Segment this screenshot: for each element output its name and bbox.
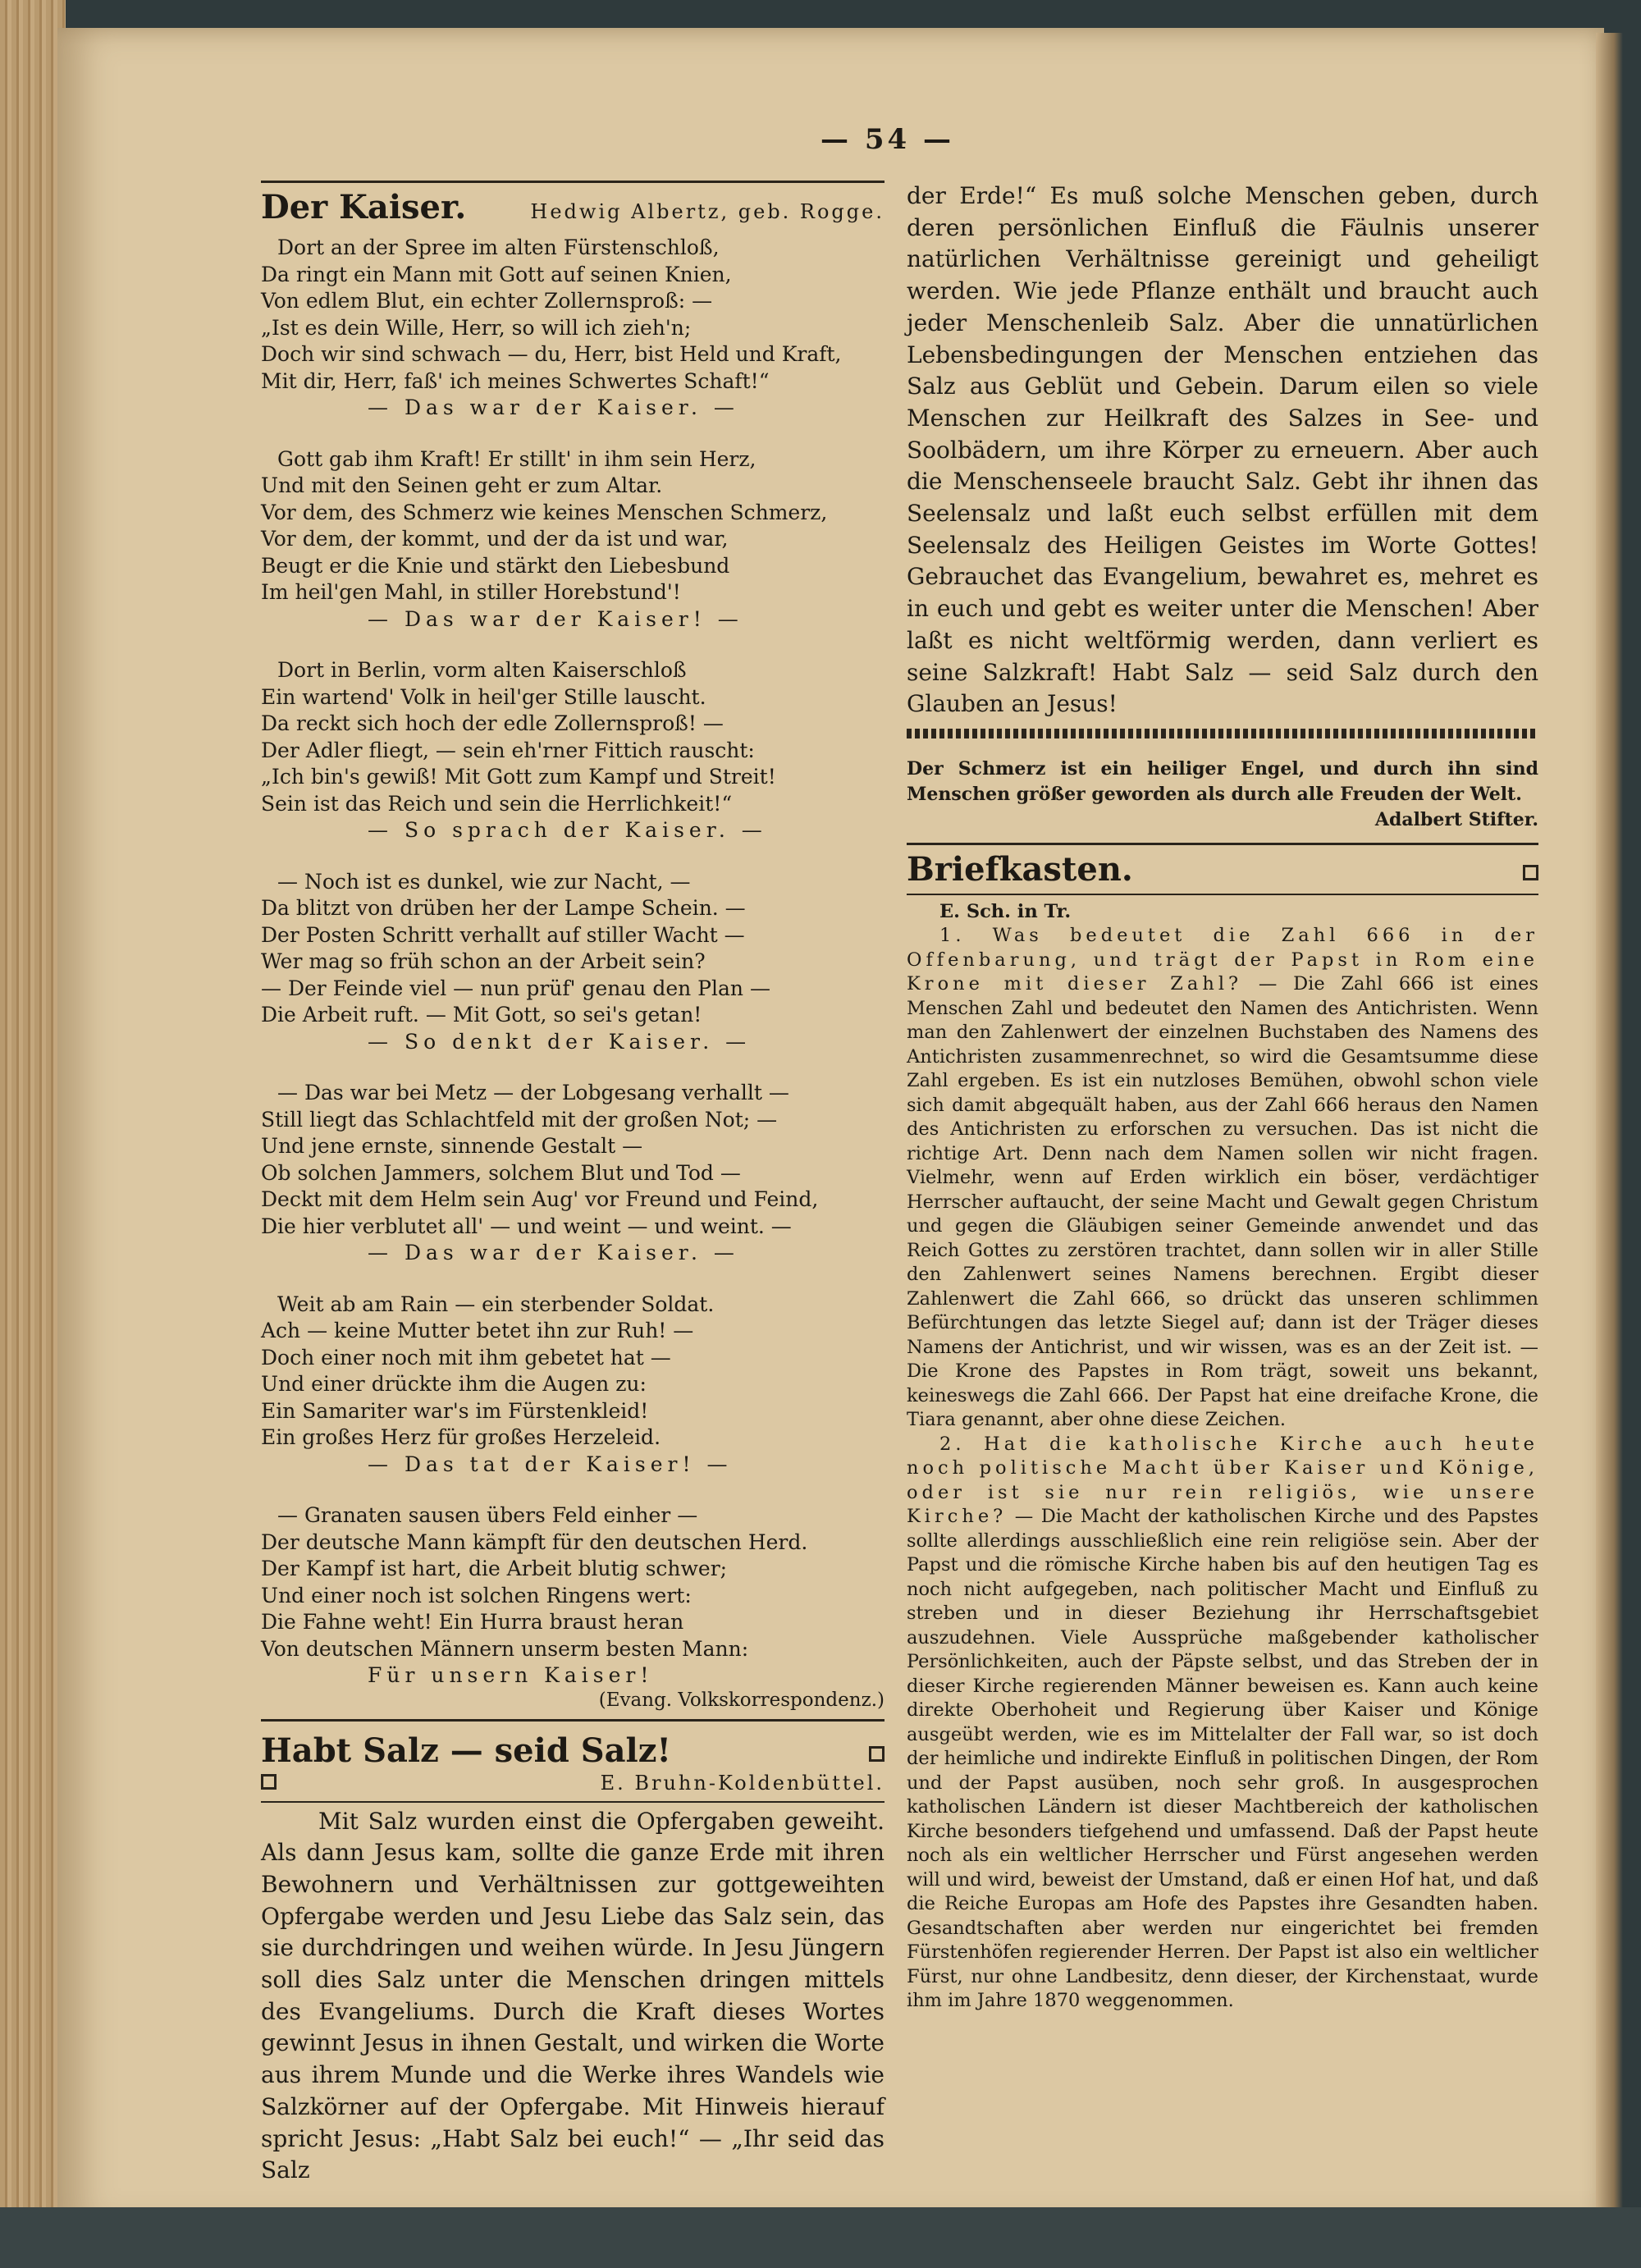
poem-line: Beugt er die Knie und stärkt den Liebesbund (261, 553, 730, 578)
poem-line: Wer mag so früh schon an der Arbeit sein? (261, 949, 706, 973)
poem-line: Ein Samariter war's im Fürstenkleid! (261, 1398, 649, 1423)
kaiser-author: Hedwig Albertz, geb. Rogge. (530, 200, 884, 223)
question-2: 2. Hat die katholische Kirche auch heute noch politische Macht über Kaiser und Könige, oder ist sie nur rein religiös, wie unsere Kirche? (907, 1433, 1538, 1528)
square-ornament-icon (261, 1774, 277, 1790)
kaiser-poem (261, 235, 884, 1690)
kaiser-source: (Evang. Volkskorrespondenz.) (598, 1689, 884, 1711)
quote-text: Der Schmerz ist ein heiliger Engel, und durch ihn sind Menschen größer geworden als durch alle Freuden der Welt. (907, 757, 1538, 805)
poem-stanza (261, 446, 884, 633)
poem-line: Der deutsche Mann kämpft für den deutschen Herd. (261, 1530, 808, 1554)
poem-line: Weit ab am Rain — ein sterbender Soldat. (277, 1292, 715, 1316)
page-number: — 54 — (820, 123, 954, 156)
salz-paragraph: Mit Salz wurden einst die Opfergaben geweiht. Als dann Jesus kam, sollte die ganze Erde mit ihren Bewohnern und Verhältnissen zur gottgeweihten Opfergabe werden und Jesu Liebe das Salz sein, das sie durchdringen und weihen würde. In Jesu Jüngern soll dies Salz unter die Menschen dringen mittels des Evangeliums. Durch die Kraft dieses Wortes gewinnt Jesus in ihnen Gestalt, und wirken die Worte aus ihrem Munde und die Werke ihres Wandels wie Salzkörner auf der Opfergabe. Mit Hinweis hierauf spricht Jesus: „Habt Salz bei euch!“ — „Ihr seid das Salz (261, 1807, 884, 2184)
poem-line: „Ist es dein Wille, Herr, so will ich zieh'n; (261, 315, 692, 340)
quote-author: Adalbert Stifter. (1374, 808, 1538, 830)
briefkasten-answer-1 (907, 924, 1538, 1433)
divider (907, 894, 1538, 895)
poem-line: Der Adler fliegt, — sein eh'rner Fittich rauscht: (261, 738, 755, 762)
salz-author-row (261, 1770, 884, 1795)
left-column (261, 181, 884, 2187)
poem-line: Doch einer noch mit ihm gebetet hat — (261, 1345, 671, 1369)
poem-line: — Der Feinde viel — nun prüf' genau den Plan — (261, 976, 770, 1000)
square-ornament-icon (869, 1746, 884, 1762)
poem-stanza (261, 657, 884, 844)
poem-refrain: — Das war der Kaiser. — (368, 1241, 739, 1264)
poem-line: Dort an der Spree im alten Fürstenschloß, (277, 235, 720, 259)
poem-line: Mit dir, Herr, faß' ich meines Schwertes Schaft!“ (261, 368, 770, 393)
poem-line: Ein wartend' Volk in heil'ger Stille lauscht. (261, 684, 706, 709)
briefkasten-answer-2 (907, 1433, 1538, 2014)
poem-line: Ob solchen Jammers, solchem Blut und Tod — (261, 1160, 741, 1185)
divider (261, 1801, 884, 1803)
poem-line: Von edlem Blut, ein echter Zollernsproß: — (261, 289, 713, 313)
poem-line: Von deutschen Männern unserm besten Mann: (261, 1636, 749, 1661)
book-cover-bottom (0, 2207, 1641, 2268)
poem-line: Vor dem, des Schmerz wie keines Menschen Schmerz, (261, 500, 828, 524)
kaiser-title: Der Kaiser. (261, 188, 467, 226)
poem-line: — Das war bei Metz — der Lobgesang verhallt — (277, 1081, 789, 1104)
poem-line: Die hier verblutet all' — und weint — und weint. — (261, 1214, 792, 1238)
poem-line: Deckt mit dem Helm sein Aug' vor Freund und Feind, (261, 1187, 819, 1211)
salz-title: Habt Salz — seid Salz! (261, 1731, 671, 1770)
briefkasten-addressee: E. Sch. in Tr. (939, 900, 1072, 922)
poem-line: Gott gab ihm Kraft! Er stillt' in ihm sein Herz, (277, 446, 757, 471)
poem-line: Da reckt sich hoch der edle Zollernsproß! — (261, 711, 724, 735)
poem-line: Sein ist das Reich und sein die Herrlichkeit!“ (261, 791, 733, 816)
poem-stanza (261, 1292, 884, 1479)
ornament-divider (907, 729, 1538, 738)
question-1: 1. Was bedeutet die Zahl 666 in der Offenbarung, und trägt der Papst in Rom eine Krone mit dieser Zahl? (907, 925, 1538, 995)
poem-line: Vor dem, der kommt, und der da ist und war, (261, 527, 729, 551)
square-ornament-icon (1523, 865, 1538, 880)
salz-paragraph-cont: der Erde!“ Es muß solche Menschen geben, durch deren persönlichen Einfluß die Fäulnis unserer natürlichen Verhältnisse gereinigt und geheiligt werden. Wie jede Pflanze enthält und braucht auch jeder Menschenleib Salz. Aber die unnatürlichen Lebensbedingungen der Menschen entziehen das Salz aus Geblüt und Gebein. Darum eilen so viele Menschen zur Heilkraft des Salzes in See- und Soolbädern, um ihre Körper zu erneuern. Aber auch die Menschenseele braucht Salz. Gebt ihr ihnen das Seelensalz und laßt euch selbst erfüllen mit dem Seelensalz des Heiligen Geistes im Worte Gottes! Gebrauchet das Evangelium, bewahret es, mehret es in euch und gebt es weiter unter die Menschen! Aber laßt es nicht weltförmig werden, dann verliert es seine Salzkraft! Habt Salz — seid Salz durch den Glauben an Jesus! (907, 182, 1538, 718)
poem-line: Und mit den Seinen geht er zum Altar. (261, 473, 663, 497)
poem-refrain: — So denkt der Kaiser. — (368, 1029, 752, 1054)
briefkasten-body (907, 900, 1538, 2014)
right-column (907, 181, 1538, 2014)
briefkasten-title: Briefkasten. (907, 849, 1133, 889)
stifter-quote (907, 757, 1538, 833)
poem-line: Da ringt ein Mann mit Gott auf seinen Knien, (261, 262, 732, 286)
poem-stanza (261, 1502, 884, 1690)
salz-author: E. Bruhn-Koldenbüttel. (600, 1771, 884, 1795)
poem-refrain: — So sprach der Kaiser. — (368, 818, 767, 842)
poem-refrain: — Das tat der Kaiser! — (368, 1452, 733, 1476)
book-spine (1596, 33, 1641, 2207)
salz-header (261, 1726, 884, 1770)
answer-2: — Die Macht der katholischen Kirche und des Papstes sollte allerdings ausschließlich eine rein religiöse sein. Aber der Papst und die römische Kirche haben bis auf den heutigen Tag es noch nicht aufgegeben, nach politischer Macht und Einfluß zu streben und in dieser Beziehung ihr Herrschaftsgebiet auszudehnen. Viele Aussprüche maßgebender katholischer Persönlichkeiten, auch der Päpste selbst, und das Streben der in dieser Kirche regierenden Männer beweisen es. Kann auch keine direkte Oberhoheit und Regierung über Kaiser und Könige ausgeübt werden, wie es im Mittelalter der Fall war, so ist doch der heimliche und indirekte Einfluß in politischen Dingen, der Rom und der Papst ausüben, noch sehr groß. In ausgesprochen katholischen Ländern ist dieser Machtbereich der katholischen Kirche besonders tiefgehend und umfassend. Daß der Papst heute noch als ein weltlicher Herrscher und Fürst angesehen werden will und wird, beweist der Umstand, daß er einen Hof hat, und daß die Reiche Europas am Hofe des Papstes ihre Gesandten haben. Gesandtschaften aber werden nur eingerichtet bei fremden Fürstenhöfen regierender Herren. Der Papst ist also ein weltlicher Fürst, nur ohne Landbesitz, denn dieser, der Kirchenstaat, wurde ihm im Jahre 1870 weggenommen. (907, 1506, 1538, 2012)
poem-line: Still liegt das Schlachtfeld mit der großen Not; — (261, 1107, 778, 1132)
poem-line: Ach — keine Mutter betet ihn zur Ruh! — (261, 1319, 694, 1342)
poem-line: Im heil'gen Mahl, in stiller Horebstund'! (261, 580, 681, 604)
poem-line: Da blitzt von drüben her der Lampe Schein. — (261, 896, 746, 920)
salz-text-right (907, 181, 1538, 720)
poem-line: Und einer drückte ihm die Augen zu: (261, 1372, 647, 1396)
poem-line: Der Kampf ist hart, die Arbeit blutig schwer; (261, 1557, 728, 1580)
poem-line: Doch wir sind schwach — du, Herr, bist Held und Kraft, (261, 342, 842, 366)
poem-line: Der Posten Schritt verhallt auf stiller Wacht — (261, 922, 745, 947)
poem-line: Die Arbeit ruft. — Mit Gott, so sei's getan! (261, 1003, 702, 1027)
poem-line: — Granaten sausen übers Feld einher — (277, 1503, 698, 1527)
briefkasten-header (907, 845, 1538, 889)
poem-stanza (261, 1080, 884, 1267)
poem-stanza (261, 235, 884, 422)
poem-refrain: — Das war der Kaiser. — (368, 396, 739, 419)
poem-line: Dort in Berlin, vorm alten Kaiserschloß (277, 658, 687, 682)
poem-line: Und jene ernste, sinnende Gestalt — (261, 1134, 643, 1158)
poem-refrain: — Das war der Kaiser! — (368, 606, 743, 631)
poem-stanza (261, 869, 884, 1056)
kaiser-header (261, 183, 884, 226)
book-page-edges (0, 0, 66, 2268)
poem-line: Ein großes Herz für großes Herzeleid. (261, 1425, 661, 1449)
answer-1: — Die Zahl 666 ist eines Menschen Zahl und bedeutet den Namen des Antichristen. Wenn man den Zahlenwert der einzelnen Buchstaben des Namens des Antichristen zusammenrechnet, so wird die Gesamtsumme diese Zahl ergeben. Es ist ein nutzloses Bemühen, obwohl schon viele sich damit abgequält haben, aus der Zahl 666 heraus den Namen des Antichristen zu erforschen zu versuchen. Das ist nicht die richtige Art. Denn nach dem Namen sollen wir nicht fragen. Vielmehr, wenn auf Erden wirklich ein böser, verdächtiger Herrscher auftaucht, der seine Macht und Gewalt gegen Christum und gegen die Gläubigen seiner Gemeinde anwendet und das Reich Gottes zu zerstören trachtet, dann sollen wir in aller Stille den Zahlenwert seines Namens berechnen. Ergibt dieser Zahlenwert die Zahl 666, so drückt das unseren schlimmen Befürchtungen das letzte Siegel auf; dann ist der Träger dieses Namens der Antichrist, und wir wissen, was es an der Zeit ist. — Die Krone des Papstes in Rom trägt, soweit uns bekannt, keineswegs die Zahl 666. Der Papst hat eine dreifache Krone, die Tiara genannt, aber ohne diese Zeichen. (907, 973, 1539, 1431)
poem-line: „Ich bin's gewiß! Mit Gott zum Kampf und Streit! (261, 765, 776, 789)
poem-refrain: Für unsern Kaiser! (368, 1663, 654, 1687)
divider (261, 1719, 884, 1722)
poem-line: — Noch ist es dunkel, wie zur Nacht, — (277, 869, 691, 894)
poem-line: Und einer noch ist solchen Ringens wert: (261, 1583, 692, 1607)
salz-text-left (261, 1806, 884, 2187)
poem-line: Die Fahne weht! Ein Hurra braust heran (261, 1610, 684, 1634)
